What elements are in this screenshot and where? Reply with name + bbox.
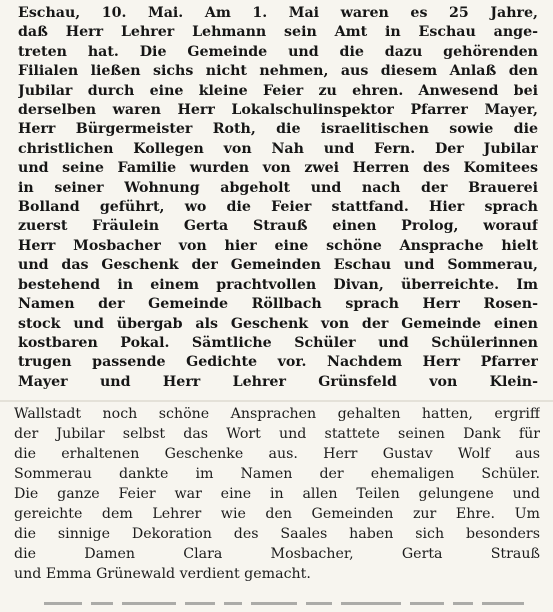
article-line: und seine Familie wurden von zwei Herren des Komitees	[18, 160, 538, 177]
article-line: zuerst Fräulein Gerta Strauß einen Prolog, worauf	[18, 218, 538, 235]
article-line: die sinnige Dekoration des Saales haben sich besonders	[14, 526, 540, 542]
article-line: Herr Mosbacher von hier eine schöne Ansprache hielt	[18, 237, 538, 254]
article-line: trugen passende Gedichte vor. Nachdem Herr Pfarrer	[18, 354, 538, 371]
article-line: Sommerau dankte im Namen der ehemaligen Schüler.	[14, 466, 540, 482]
article-line: daß Herr Lehrer Lehmann sein Amt in Eschau ange-	[18, 24, 538, 41]
article-upper-block	[18, 4, 538, 392]
article-lower-block	[14, 404, 540, 584]
article-line: treten hat. Die Gemeinde und die dazu gehörenden	[18, 43, 538, 60]
article-line: Mayer und Herr Lehrer Grünsfeld von Klein-	[18, 373, 538, 390]
article-line: die erhaltenen Geschenke aus. Herr Gustav Wolf aus	[14, 446, 540, 462]
cut-off-next-line	[44, 598, 544, 612]
article-line: in seiner Wohnung abgeholt und nach der Brauerei	[18, 179, 538, 196]
article-line: kostbaren Pokal. Sämtliche Schüler und Schülerinnen	[18, 334, 538, 351]
article-line: Jubilar durch eine kleine Feier zu ehren. Anwesend bei	[18, 82, 538, 99]
article-line: gereichte dem Lehrer wie den Gemeinden zur Ehre. Um	[14, 506, 540, 522]
article-line: und das Geschenk der Gemeinden Eschau und Sommerau,	[18, 257, 538, 274]
article-line: die Damen Clara Mosbacher, Gerta Strauß	[14, 546, 540, 562]
article-line: Bolland geführt, wo die Feier stattfand. Hier sprach	[18, 199, 538, 216]
article-line: und Emma Grünewald verdient gemacht.	[14, 566, 311, 582]
article-line: Die ganze Feier war eine in allen Teilen gelungene und	[14, 486, 540, 502]
article-line: bestehend in einem prachtvollen Divan, überreichte. Im	[18, 276, 538, 293]
article-line: Filialen ließen sichs nicht nehmen, aus diesem Anlaß den	[18, 63, 538, 80]
article-line: der Jubilar selbst das Wort und stattete seinen Dank für	[14, 426, 540, 442]
article-line: stock und übergab als Geschenk von der Gemeinde einen	[18, 315, 538, 332]
article-line: Eschau, 10. Mai. Am 1. Mai waren es 25 Jahre,	[18, 5, 538, 21]
article-line: Namen der Gemeinde Röllbach sprach Herr Rosen-	[18, 296, 538, 313]
article-line: christlichen Kollegen von Nah und Fern. Der Jubilar	[18, 140, 538, 157]
article-line: Wallstadt noch schöne Ansprachen gehalten hatten, ergriff	[14, 406, 540, 422]
column-seam	[0, 400, 553, 402]
article-line: derselben waren Herr Lokalschulinspektor Pfarrer Mayer,	[18, 102, 538, 119]
article-line: Herr Bürgermeister Roth, die israelitischen sowie die	[18, 121, 538, 138]
